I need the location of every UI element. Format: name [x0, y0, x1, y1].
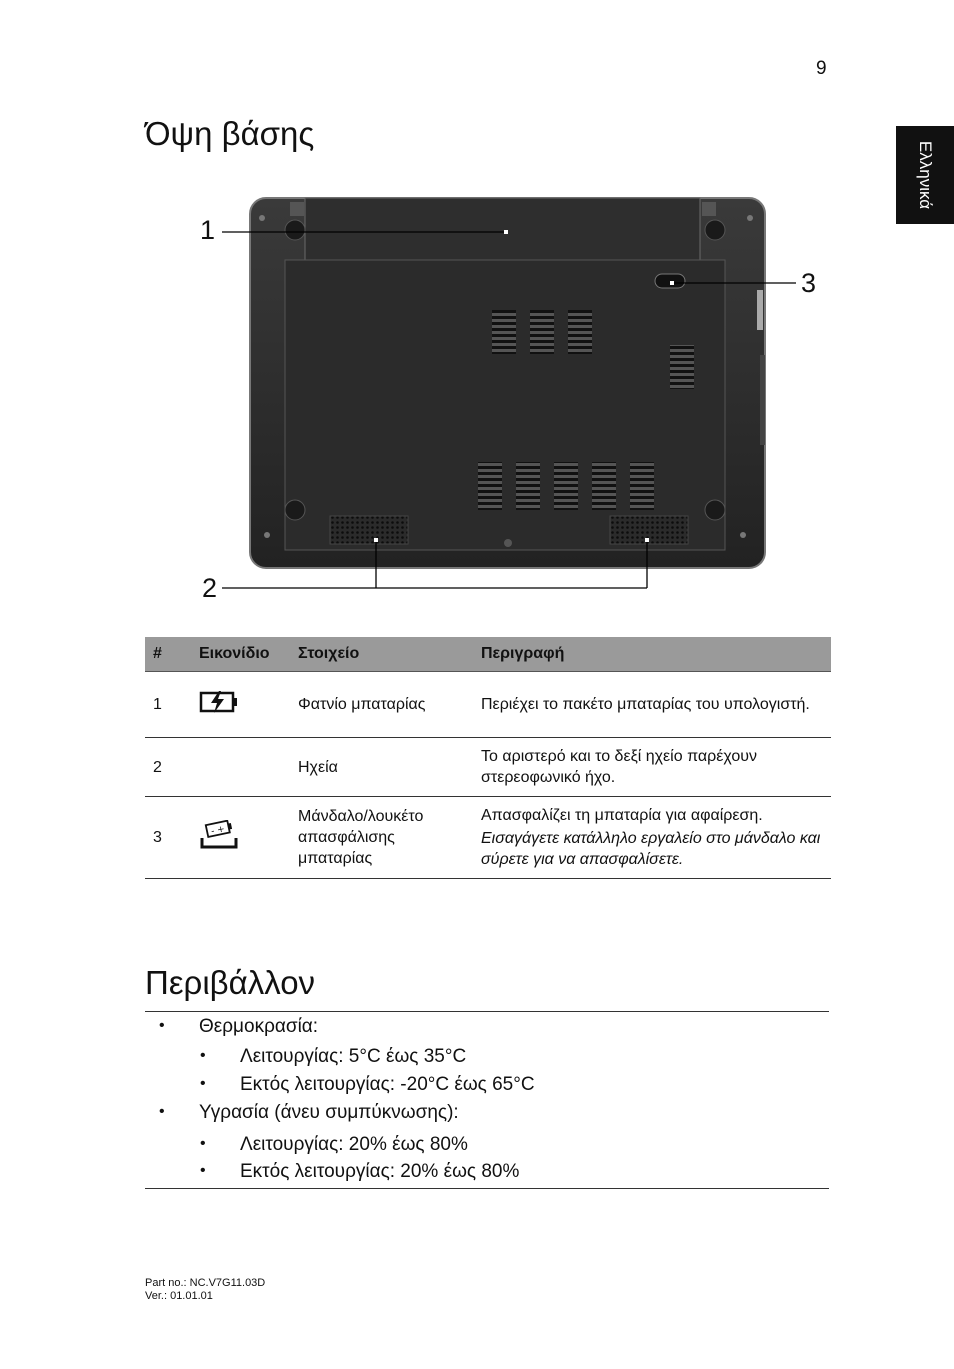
bullet-icon: •: [200, 1075, 206, 1092]
list-item: [159, 1102, 459, 1124]
battery-release-icon: [191, 797, 290, 879]
table-header-row: [145, 637, 831, 672]
battery-icon: [191, 672, 290, 738]
humidity-non-operating: Εκτός λειτουργίας: 20% έως 80%: [240, 1161, 520, 1182]
table-row: [145, 738, 831, 797]
callout-1: 1: [200, 215, 216, 245]
row-item: Ηχεία: [290, 738, 473, 797]
row-number: 2: [145, 738, 191, 797]
row-icon-empty: [191, 738, 290, 797]
header-description: Περιγραφή: [473, 637, 831, 672]
temperature-label: Θερμοκρασία:: [199, 1016, 319, 1037]
callout-2: 2: [202, 573, 218, 603]
environment-list: [145, 1011, 829, 1189]
header-number: #: [145, 637, 191, 672]
section-title-base-view: Όψη βάσης: [145, 115, 315, 152]
header-item: Στοιχείο: [290, 637, 473, 672]
row-item: Φατνίο μπαταρίας: [290, 672, 473, 738]
row-note: Εισαγάγετε κατάλληλο εργαλείο στο μάνδαλο και σύρετε για να απασφαλίσετε.: [481, 830, 821, 868]
temperature-operating: Λειτουργίας: 5°C έως 35°C: [240, 1046, 467, 1067]
list-item: [200, 1161, 520, 1183]
humidity-label: Υγρασία (άνευ συμπύκνωσης):: [199, 1102, 459, 1123]
row-item: Μάνδαλο/λουκέτο απασφάλισης μπαταρίας: [290, 797, 473, 879]
row-description: Απασφαλίζει τη μπαταρία για αφαίρεση.: [481, 807, 763, 824]
table-row: [145, 672, 831, 738]
svg-text:- +: - +: [210, 823, 226, 837]
part-number: Part no.: NC.V7G11.03D: [145, 1277, 266, 1289]
row-description: Περιέχει το πακέτο μπαταρίας του υπολογιστή.: [473, 672, 831, 738]
header-icon: Εικονίδιο: [191, 637, 290, 672]
row-number: 1: [145, 672, 191, 738]
page-number: 9: [816, 58, 827, 79]
bullet-icon: •: [200, 1135, 206, 1152]
laptop-bottom-photo: [190, 190, 830, 600]
row-description: Το αριστερό και το δεξί ηχείο παρέχουν στερεοφωνικό ήχο.: [473, 738, 831, 797]
list-item: [200, 1074, 535, 1096]
callout-3: 3: [801, 268, 817, 298]
bullet-icon: •: [159, 1017, 165, 1034]
bullet-icon: •: [159, 1103, 165, 1120]
version: Ver.: 01.01.01: [145, 1290, 213, 1302]
language-tab: [896, 126, 954, 224]
section-title-environment: Περιβάλλον: [145, 964, 316, 1001]
list-item: [200, 1046, 467, 1068]
components-table: [145, 637, 831, 879]
row-number: 3: [145, 797, 191, 879]
list-item: [200, 1134, 468, 1156]
bullet-icon: •: [200, 1162, 206, 1179]
bullet-icon: •: [200, 1047, 206, 1064]
list-item: [159, 1016, 319, 1038]
row-description-cell: [473, 797, 831, 879]
table-row: [145, 797, 831, 879]
temperature-non-operating: Εκτός λειτουργίας: -20°C έως 65°C: [240, 1074, 535, 1095]
humidity-operating: Λειτουργίας: 20% έως 80%: [240, 1134, 468, 1155]
footer: [145, 1277, 265, 1303]
language-tab-label: Ελληνικά: [916, 140, 935, 210]
